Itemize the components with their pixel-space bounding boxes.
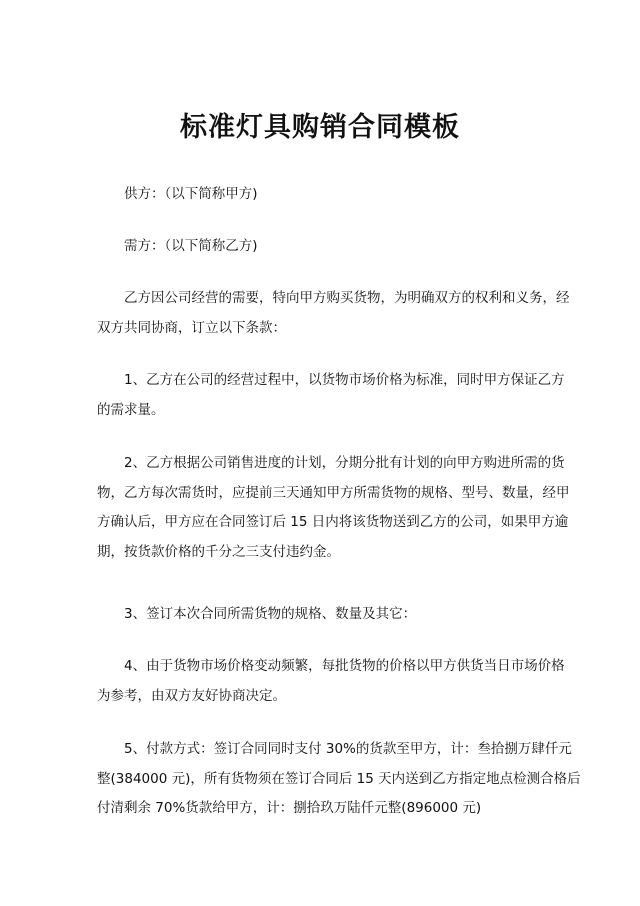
buyer-text: 需方：（以下简称乙方) [124, 238, 258, 254]
clause-2-line: 2、乙方根据公司销售进度的计划，分期分批有计划的向甲方购进所需的货 [124, 455, 565, 471]
supplier-text: 供方：（以下简称甲方) [124, 186, 258, 202]
clause-1-line: 的需求量。 [97, 401, 165, 418]
clause-2-line: 期，按货款价格的千分之三支付违约金。 [97, 543, 340, 560]
clause-4-line: 为参考，由双方友好协商决定。 [97, 687, 286, 704]
clause-5-line: 整(384000 元)，所有货物须在签订合同后 15 天内送到乙方指定地点检测合格后 [97, 770, 581, 787]
clause-4-line: 4、由于货物市场价格变动频繁，每批货物的价格以甲方供货当日市场价格 [124, 658, 565, 674]
clause-1-paragraph [97, 366, 565, 425]
intro-line: 乙方因公司经营的需要，特向甲方购买货物，为明确双方的权利和义务，经 [124, 290, 570, 306]
clause-5-line: 5、付款方式：签订合同同时支付 30%的货款至甲方，计：叁拾捌万肆仟元 [124, 741, 572, 757]
clause-1-line: 1、乙方在公司的经营过程中，以货物市场价格为标准，同时甲方保证乙方 [124, 372, 565, 388]
intro-paragraph [97, 284, 570, 343]
clause-5-line: 付清剩余 70%货款给甲方，计：捌拾玖万陆仟元整(896000 元) [97, 800, 482, 816]
clause-3-line: 3、签订本次合同所需货物的规格、数量及其它： [124, 606, 417, 622]
intro-line: 双方共同协商，订立以下条款： [97, 319, 286, 336]
document-title: 标准灯具购销合同模板 [180, 112, 460, 143]
clause-2-paragraph [97, 449, 570, 567]
clause-2-line: 方确认后，甲方应在合同签订后 15 日内将该货物送到乙方的公司，如果甲方逾 [97, 514, 569, 530]
buyer-line [97, 232, 557, 262]
clause-5-paragraph [97, 735, 581, 824]
clause-3-paragraph [97, 600, 557, 630]
supplier-line [97, 180, 557, 210]
clause-4-paragraph [97, 652, 565, 711]
clause-2-line: 物，乙方每次需货时，应提前三天通知甲方所需货物的规格、型号、数量，经甲 [97, 484, 570, 501]
